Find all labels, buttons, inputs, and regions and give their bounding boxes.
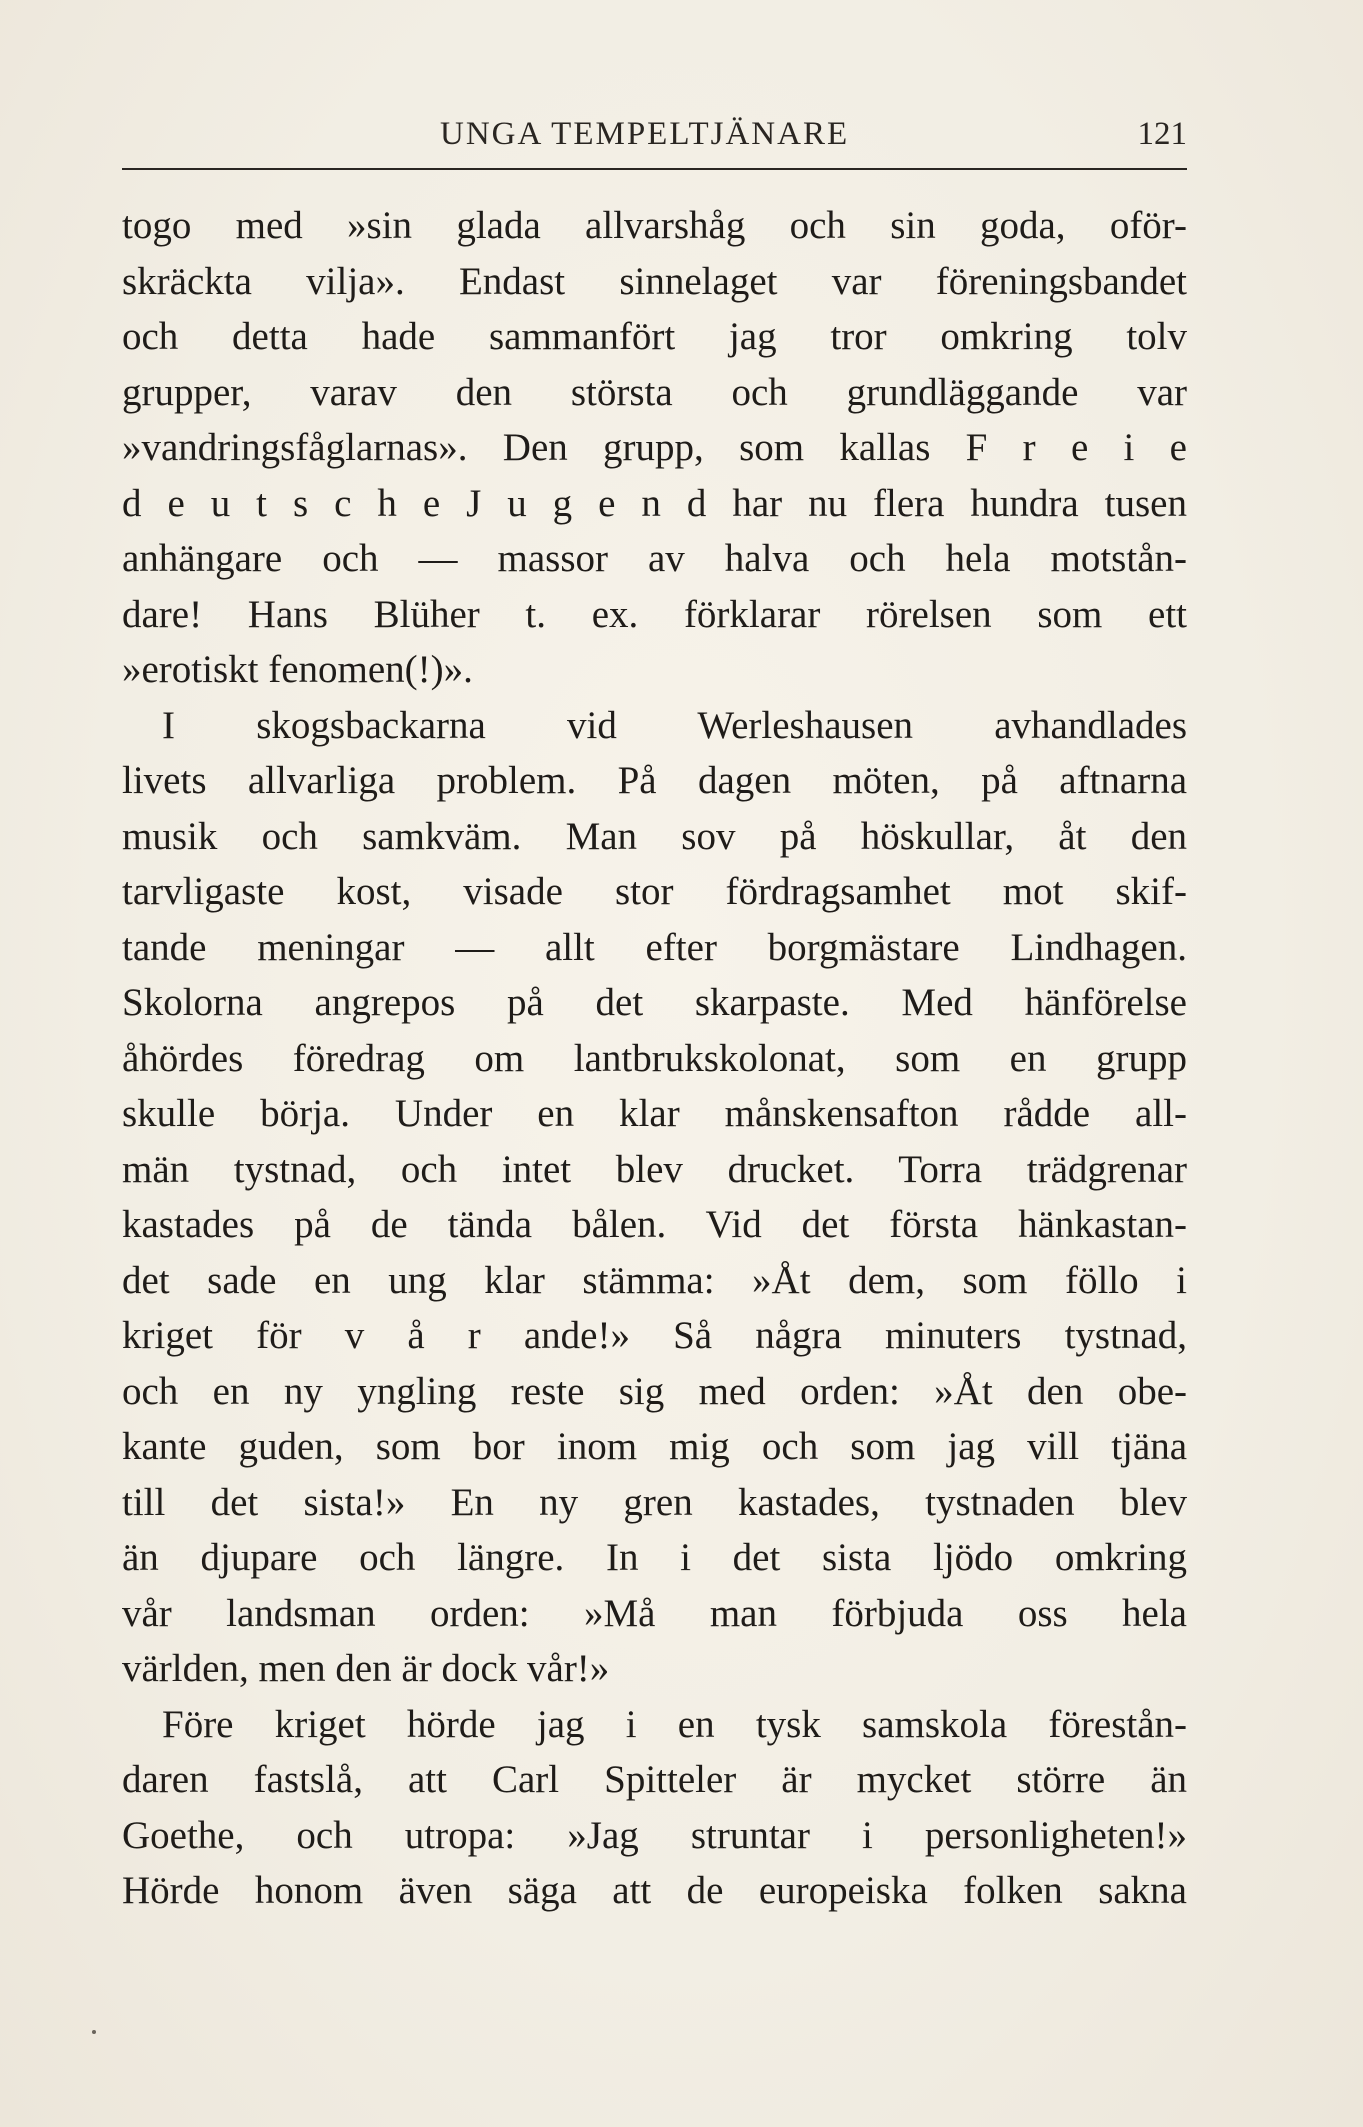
text-line: det sade en ung klar stämma: »Åt dem, som föllo i	[122, 1258, 1187, 1302]
text-line: livets allvarliga problem. På dagen möten, på aftnarna	[122, 759, 1187, 802]
text-line: till det sista!» En ny gren kastades, tystnaden blev	[122, 1480, 1187, 1524]
text-line: kriget för v å r ande!» Så några minuters tystnad,	[122, 1314, 1187, 1357]
running-title: UNGA TEMPELTJÄNARE	[440, 116, 850, 152]
text-line: och detta hade sammanfört jag tror omkring tolv	[122, 315, 1187, 358]
text-line: skräckta vilja». Endast sinnelaget var föreningsbandet	[122, 259, 1187, 303]
text-line: musik och samkväm. Man sov på höskullar, åt den	[122, 814, 1187, 858]
text-line: världen, men den är dock vår!»	[122, 1647, 610, 1690]
text-line: vår landsman orden: »Må man förbjuda oss hela	[122, 1591, 1187, 1635]
paragraph-start-line: I skogsbackarna vid Werleshausen avhandlades	[162, 703, 1187, 747]
text-line: Hörde honom även säga att de europeiska folken sakna	[122, 1869, 1187, 1912]
text-line: d e u t s c h e J u g e n d har nu flera hundra tusen	[122, 481, 1187, 525]
text-line: tarvligaste kost, visade stor fördragsamhet mot skif-	[122, 870, 1187, 913]
text-line: Skolorna angrepos på det skarpaste. Med hänförelse	[122, 981, 1187, 1024]
page-header	[122, 108, 1187, 170]
text-line: togo med »sin glada allvarshåg och sin goda, oför-	[122, 204, 1187, 247]
text-line: »vandringsfåglarnas». Den grupp, som kallas F r e i e	[122, 426, 1187, 469]
text-line: »erotiskt fenomen(!)».	[122, 648, 473, 691]
text-line: och en ny yngling reste sig med orden: »Åt den obe-	[122, 1369, 1187, 1413]
paper-speck	[92, 2030, 96, 2034]
text-line: skulle börja. Under en klar månskensafton rådde all-	[122, 1092, 1187, 1135]
text-line: kante guden, som bor inom mig och som jag vill tjäna	[122, 1425, 1187, 1468]
text-line: grupper, varav den största och grundläggande var	[122, 370, 1187, 414]
body-text	[122, 198, 1187, 1919]
text-line: Goethe, och utropa: »Jag struntar i personligheten!»	[122, 1813, 1187, 1857]
text-line: tande meningar — allt efter borgmästare Lindhagen.	[122, 925, 1187, 969]
text-line: åhördes föredrag om lantbrukskolonat, som en grupp	[122, 1036, 1187, 1080]
text-line: anhängare och — massor av halva och hela motstån-	[122, 537, 1187, 580]
text-line: män tystnad, och intet blev drucket. Torra trädgrenar	[122, 1147, 1187, 1191]
text-line: än djupare och längre. In i det sista ljödo omkring	[122, 1536, 1187, 1579]
text-line: dare! Hans Blüher t. ex. förklarar rörelsen som ett	[122, 592, 1187, 636]
text-line: kastades på de tända bålen. Vid det första hänkastan-	[122, 1203, 1187, 1246]
paragraph-start-line: Före kriget hörde jag i en tysk samskola förestån-	[162, 1702, 1187, 1746]
text-line: daren fastslå, att Carl Spitteler är mycket större än	[122, 1758, 1187, 1801]
page-number: 121	[1137, 116, 1187, 152]
